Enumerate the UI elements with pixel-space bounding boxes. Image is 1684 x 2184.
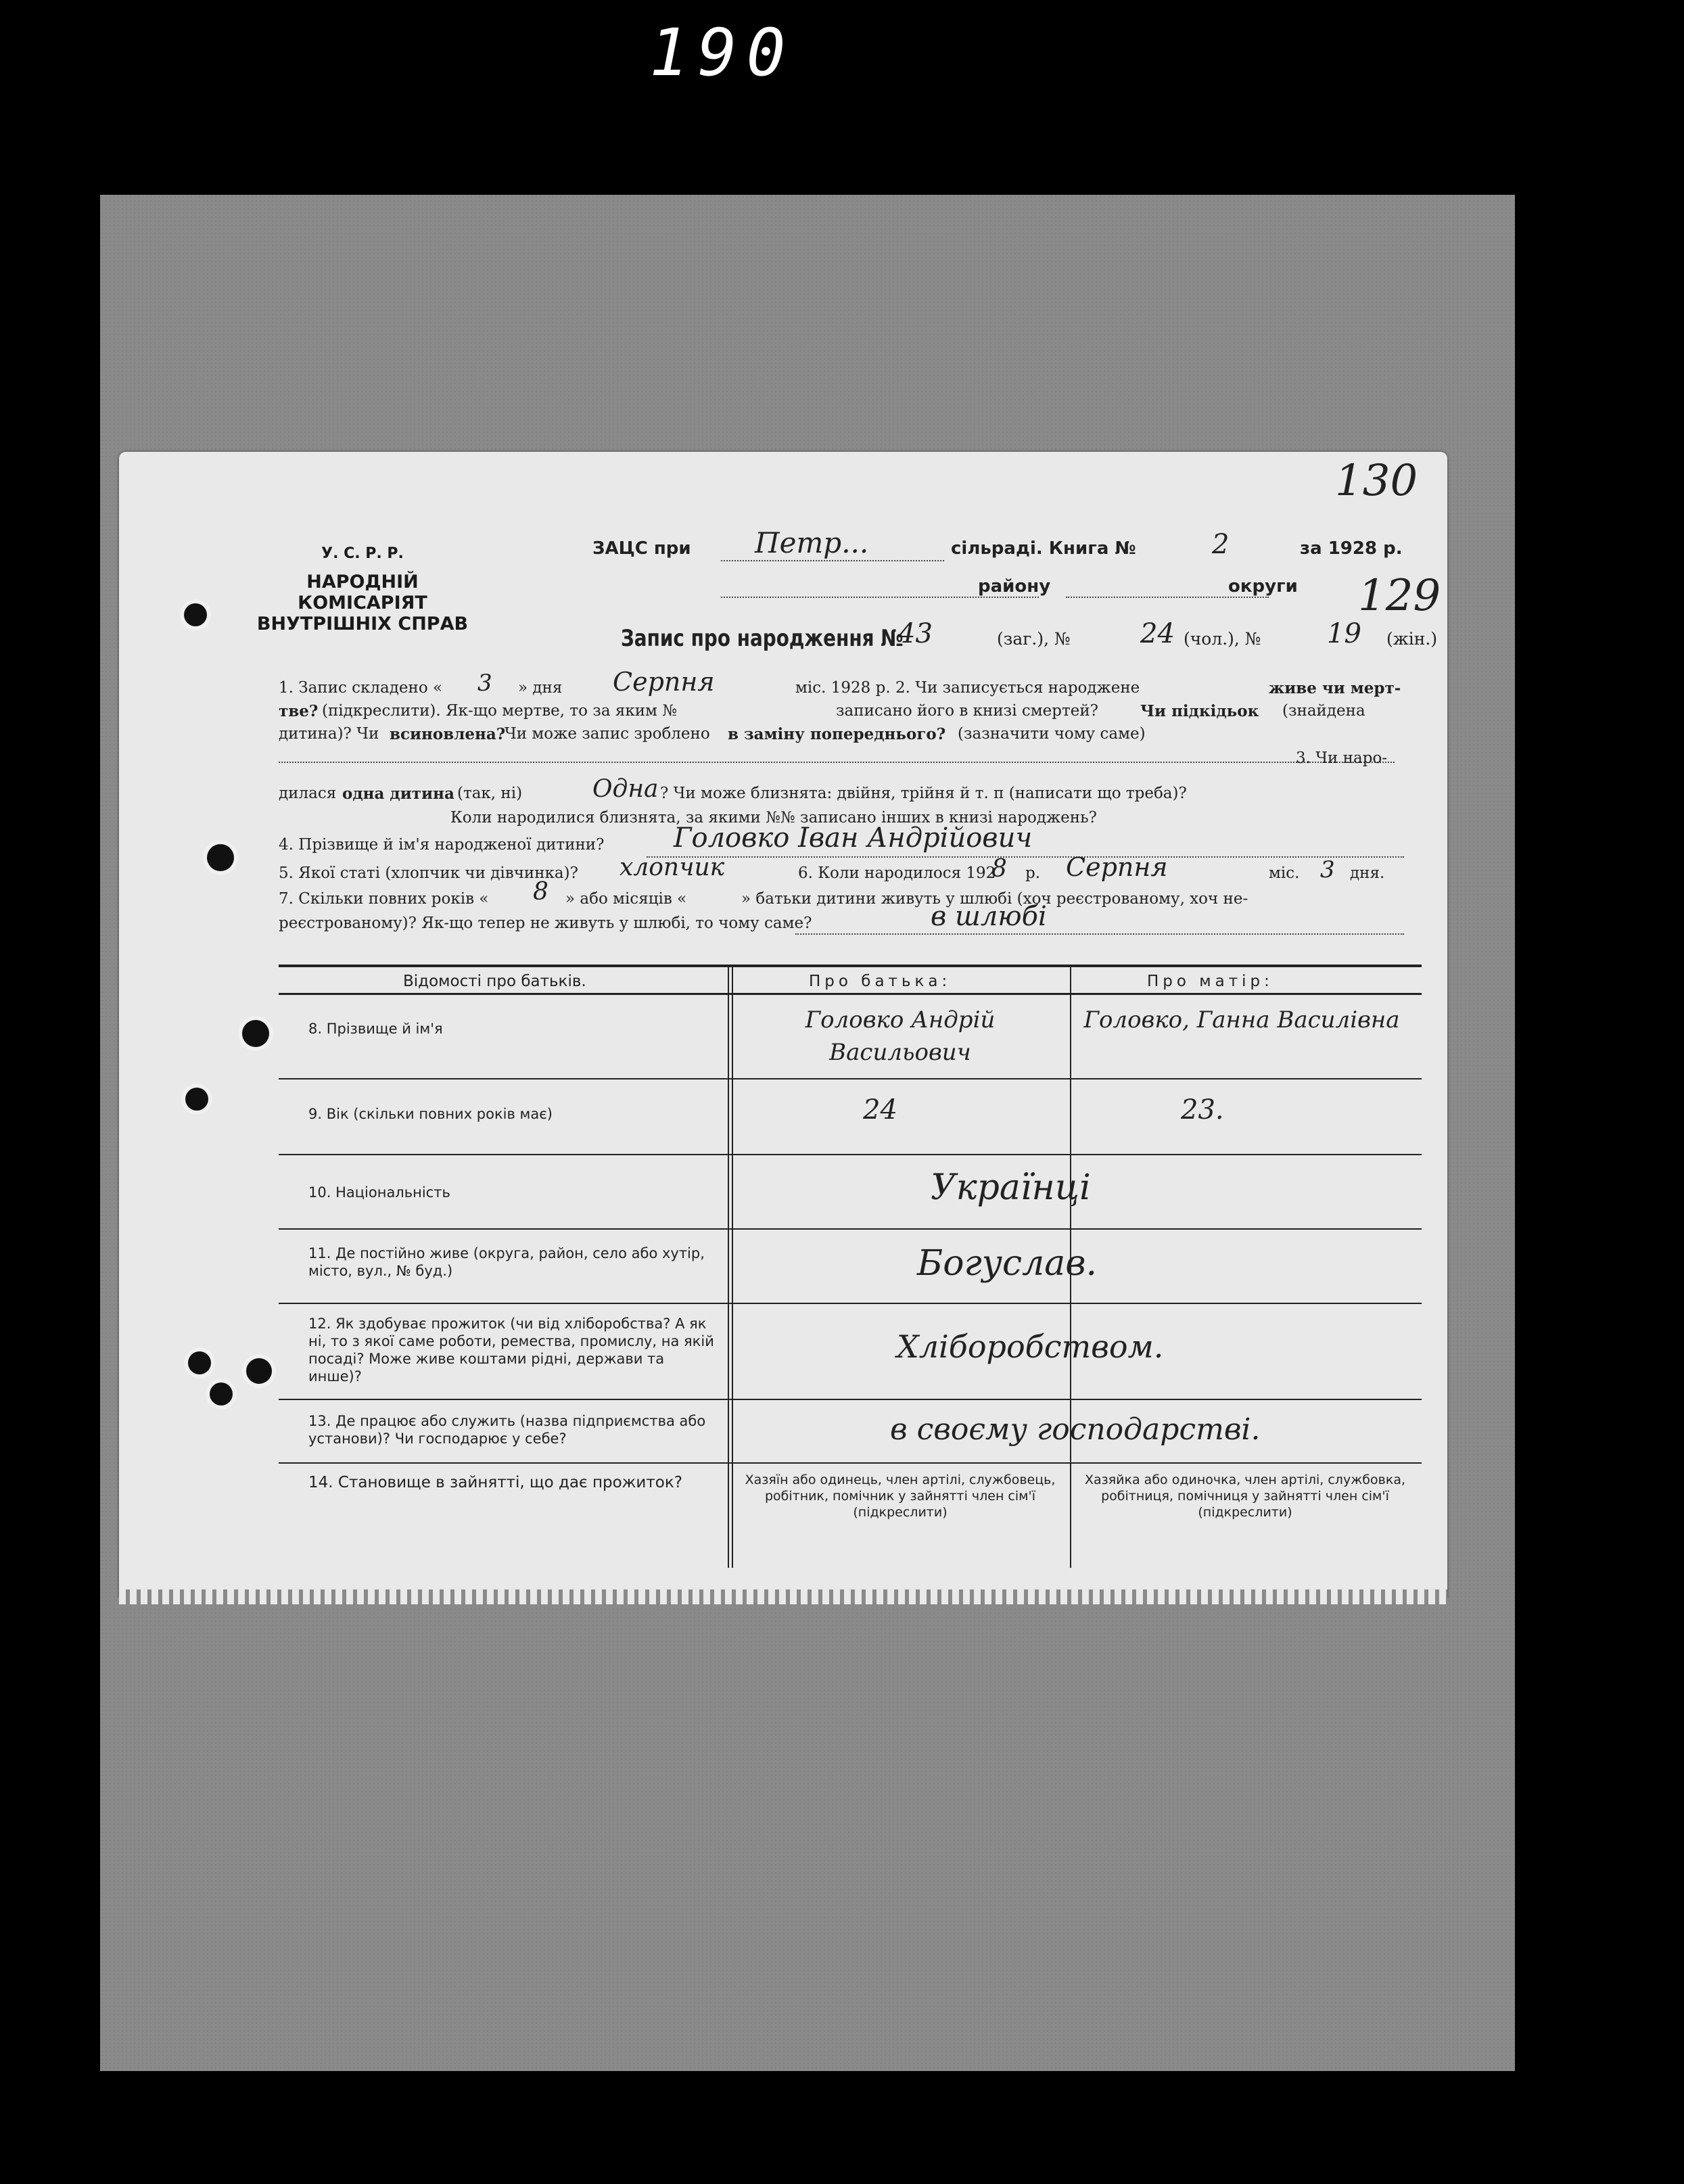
- q6-label: 6. Коли народилося 192: [798, 864, 996, 882]
- q7-text-b: » або місяців «: [565, 890, 687, 908]
- zags-prefix: ЗАЦС при: [592, 538, 691, 559]
- row-rule: [279, 1078, 1422, 1079]
- q2-text-f: дитина)? Чи: [279, 725, 379, 743]
- mother-age-hw: 23.: [1181, 1094, 1224, 1125]
- q3-text-f: Коли народилися близнята, за якими №№ записано інших в книзі народжень?: [450, 809, 1097, 827]
- q7-text-d: реєстрованому)? Як-що тепер не живуть у шлюбі, то чому саме?: [279, 914, 812, 932]
- q6-text-b: р.: [1025, 864, 1041, 882]
- card-torn-edge: [119, 1589, 1447, 1604]
- mother-name-hw: Головко, Ганна Василівна: [1083, 1006, 1400, 1033]
- q2-text-h: Чи може запис зроблено: [505, 725, 710, 743]
- q3-text-b: дилася: [279, 785, 337, 802]
- residence-hw: Богуслав.: [917, 1243, 1097, 1284]
- female-number-hw: 19: [1327, 618, 1361, 649]
- row-label-nationality: 10. Національність: [308, 1184, 450, 1201]
- q3-text-e: ? Чи може близнята: двійня, трійня й т. п (написати що треба)?: [660, 785, 1187, 802]
- dotted-line: [721, 560, 944, 561]
- q4-child-name-hw: Головко Іван Андрійович: [674, 822, 1033, 854]
- record-number-hw: 43: [898, 618, 933, 649]
- council-suffix: сільраді. Книга №: [951, 538, 1136, 559]
- male-label: (чол.), №: [1184, 629, 1261, 649]
- row-rule: [279, 1303, 1422, 1304]
- col-header-parents: Відомості про батьків.: [403, 973, 586, 990]
- row-label-livelihood: 12. Як здобуває прожиток (чи від хліборобства? А як ні, то з якої саме роботи, ремества, промислу, на якій посаді? Може живе коштами рідні, держави та инше)?: [308, 1316, 714, 1385]
- state-name: У. С. Р. Р.: [321, 545, 404, 562]
- column-divider: [732, 966, 733, 1568]
- dotted-line: [721, 597, 1039, 598]
- q6-year-hw: 8: [991, 855, 1007, 883]
- q1-bold: живе чи мерт-: [1269, 679, 1401, 697]
- q5-label: 5. Якої статі (хлопчик чи дівчинка)?: [279, 864, 578, 882]
- row-label-name: 8. Прізвище й ім'я: [308, 1021, 443, 1037]
- village-council-hw: Петр...: [755, 526, 869, 559]
- q2-text-a: тве?: [279, 702, 319, 720]
- q1-text-b: » дня: [518, 679, 563, 697]
- okrug-label: округи: [1228, 576, 1298, 597]
- dotted-line: [1066, 597, 1269, 598]
- punch-hole: [210, 1383, 233, 1405]
- punch-hole: [207, 844, 234, 871]
- q1-text: 1. Запис складено «: [279, 679, 443, 697]
- q5-sex-hw: хлопчик: [619, 854, 725, 881]
- q2-text-j: (зазначити чому саме): [958, 725, 1146, 743]
- row-rule: [279, 1462, 1422, 1464]
- q2-text-g: всиновлена?: [390, 725, 506, 743]
- q7-answer-hw: в шлюбі: [931, 901, 1047, 932]
- q3-text-d: (так, ні): [457, 785, 523, 802]
- female-label: (жін.): [1386, 629, 1438, 649]
- q3-text-a: 3. Чи наро-: [1296, 749, 1388, 767]
- dotted-line: [647, 856, 1404, 858]
- row-label-workplace: 13. Де працює або служить (назва підприємства або установи)? Чи господарює у себе?: [308, 1413, 706, 1447]
- dotted-line: [795, 933, 1404, 935]
- row-label-occupation-status: 14. Становище в зайнятті, що дає прожиток?: [308, 1474, 682, 1491]
- q2-text-d: Чи підкідьок: [1140, 702, 1259, 720]
- dotted-line: [279, 762, 1395, 763]
- book-number-hw: 2: [1212, 529, 1230, 560]
- father-name-hw: Головко Андрій Васильович: [805, 1006, 996, 1066]
- q2-text-i: в заміну попереднього?: [728, 725, 946, 743]
- row-label-residence: 11. Де постійно живе (округа, район, село або хутір, місто, вул., № буд.): [308, 1245, 705, 1279]
- birth-record-card: [119, 452, 1447, 1598]
- q1-text-c: міс. 1928 р. 2. Чи записується народжене: [795, 679, 1140, 697]
- father-status-options: Хазяїн або одинець, член артілі, службовець, робітник, помічник у зайнятті член сім'ї (підкреслити): [745, 1472, 1056, 1520]
- q7-years-hw: 8: [533, 878, 548, 906]
- mother-status-options: Хазяйка або одиночка, член артілі, службовка, робітниця, помічниця у зайнятті член сім'ї (підкреслити): [1084, 1472, 1406, 1520]
- nationality-hw: Українці: [931, 1167, 1091, 1208]
- col-header-mother: Про матір:: [1147, 973, 1273, 990]
- q4-label: 4. Прізвище й ім'я народженої дитини?: [279, 836, 605, 854]
- row-label-age: 9. Вік (скільки повних років має): [308, 1106, 553, 1122]
- corner-number-130: 130: [1335, 456, 1418, 506]
- col-header-father: Про батька:: [809, 973, 952, 990]
- punch-hole: [188, 1351, 211, 1374]
- q1-month-hw: Серпня: [613, 667, 715, 697]
- q2-text-c: записано його в книзі смертей?: [836, 702, 1098, 720]
- year-text: за 1928 р.: [1300, 538, 1403, 559]
- q6-month-hw: Серпня: [1066, 852, 1168, 882]
- record-title: Запис про народження №: [621, 625, 904, 652]
- punch-hole: [246, 1358, 272, 1384]
- ministry-name: НАРОДНІЙ КОМІСАРІЯТ: [298, 572, 427, 613]
- general-label: (заг.), №: [997, 629, 1071, 649]
- table-top-rule: [279, 965, 1422, 967]
- q2-text-e: (знайдена: [1282, 702, 1365, 720]
- table-header-rule: [279, 993, 1422, 995]
- column-divider: [728, 966, 729, 1568]
- q7-text-a: 7. Скільки повних років «: [279, 890, 489, 908]
- issuer-header: [241, 545, 484, 634]
- workplace-hw: в своєму господарстві.: [890, 1412, 1261, 1447]
- punch-hole: [242, 1020, 269, 1047]
- q1-day-hw: 3: [477, 670, 492, 697]
- punch-hole: [184, 603, 207, 626]
- corner-number-129: 129: [1358, 571, 1441, 621]
- male-number-hw: 24: [1140, 618, 1175, 649]
- ministry-name-2: ВНУТРІШНІХ СПРАВ: [256, 613, 469, 634]
- row-rule: [279, 1154, 1422, 1155]
- q6-day-hw: 3: [1320, 856, 1335, 883]
- row-rule: [279, 1399, 1422, 1400]
- q6-text-c: міс.: [1269, 864, 1300, 882]
- q3-answer-hw: Одна: [592, 775, 659, 803]
- q6-text-d: дня.: [1350, 864, 1385, 882]
- frame-number: 190: [649, 15, 795, 91]
- district-label: району: [978, 576, 1051, 597]
- father-age-hw: 24: [863, 1094, 897, 1125]
- punch-hole: [185, 1088, 208, 1111]
- livelihood-hw: Хліборобством.: [897, 1328, 1164, 1365]
- q7-text-c: » батьки дитини живуть у шлюбі (хоч реєстрованому, хоч не-: [741, 890, 1248, 908]
- q3-text-c: одна дитина: [342, 785, 454, 803]
- q2-text-b: (підкреслити). Як-що мертве, то за яким №: [322, 702, 678, 720]
- row-rule: [279, 1228, 1422, 1230]
